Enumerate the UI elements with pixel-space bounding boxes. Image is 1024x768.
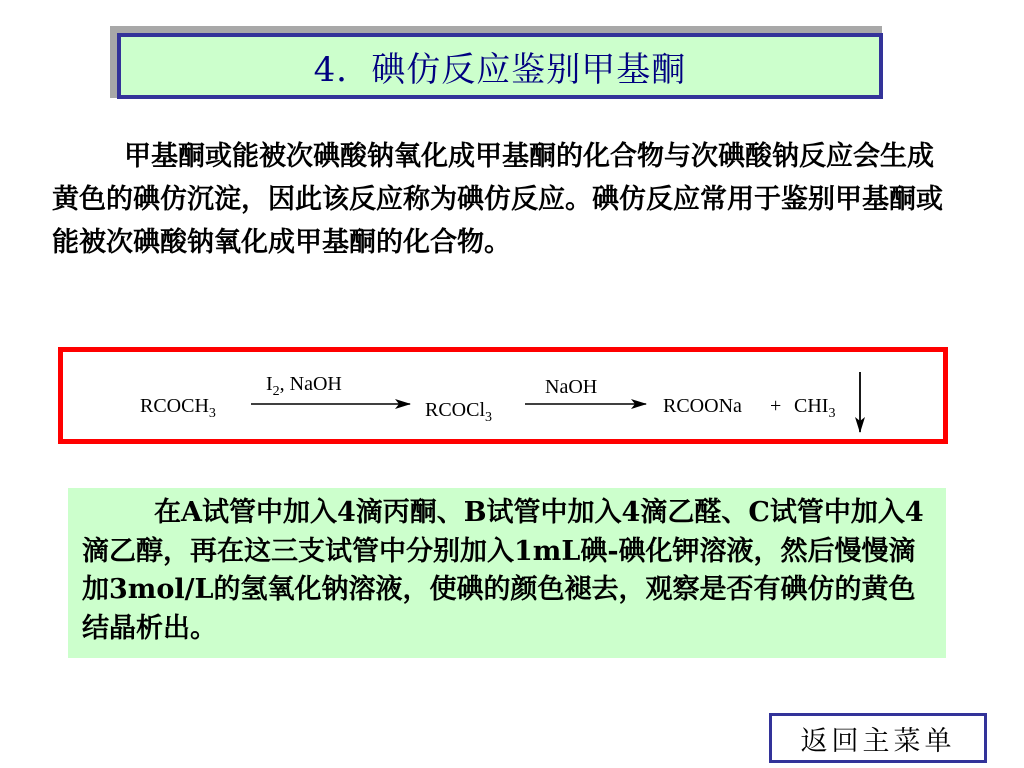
experiment-paragraph: 在A试管中加入4滴丙酮、B试管中加入4滴乙醛、C试管中加入4滴乙醇，再在这三支试管中分别加入1mL碘-碘化钾溶液，然后慢慢滴加3mol/L的氢氧化钠溶液，使碘的颜色褪去，观察是否有碘仿的黄色结晶析出。	[82, 497, 924, 644]
reactant-formula: $RCOCH_3$	[140, 395, 216, 421]
reaction-scheme-box	[58, 347, 948, 444]
reagent-i2-naoh: $I_2$, NaOH	[266, 373, 342, 399]
product-rcoona: RCOONa	[663, 395, 742, 417]
reagent-naoh: NaOH	[545, 376, 598, 398]
intro-paragraph: 甲基酮或能被次碘酸钠氧化成甲基酮的化合物与次碘酸钠反应会生成黄色的碘仿沉淀，因此该反应称为碘仿反应。碘仿反应常用于鉴别甲基酮或能被次碘酸钠氧化成甲基酮的化合物。	[52, 141, 943, 258]
product-chi3: $CHI_3$	[794, 395, 836, 421]
plus-sign: +	[770, 395, 782, 417]
return-main-menu-button[interactable]: 返回主菜单	[769, 713, 987, 763]
page-title: 4．碘仿反应鉴别甲基酮	[117, 33, 883, 99]
reaction-equation	[63, 352, 943, 439]
experiment-box	[68, 488, 946, 658]
intermediate-formula: RCOCl$_3$	[425, 399, 493, 425]
